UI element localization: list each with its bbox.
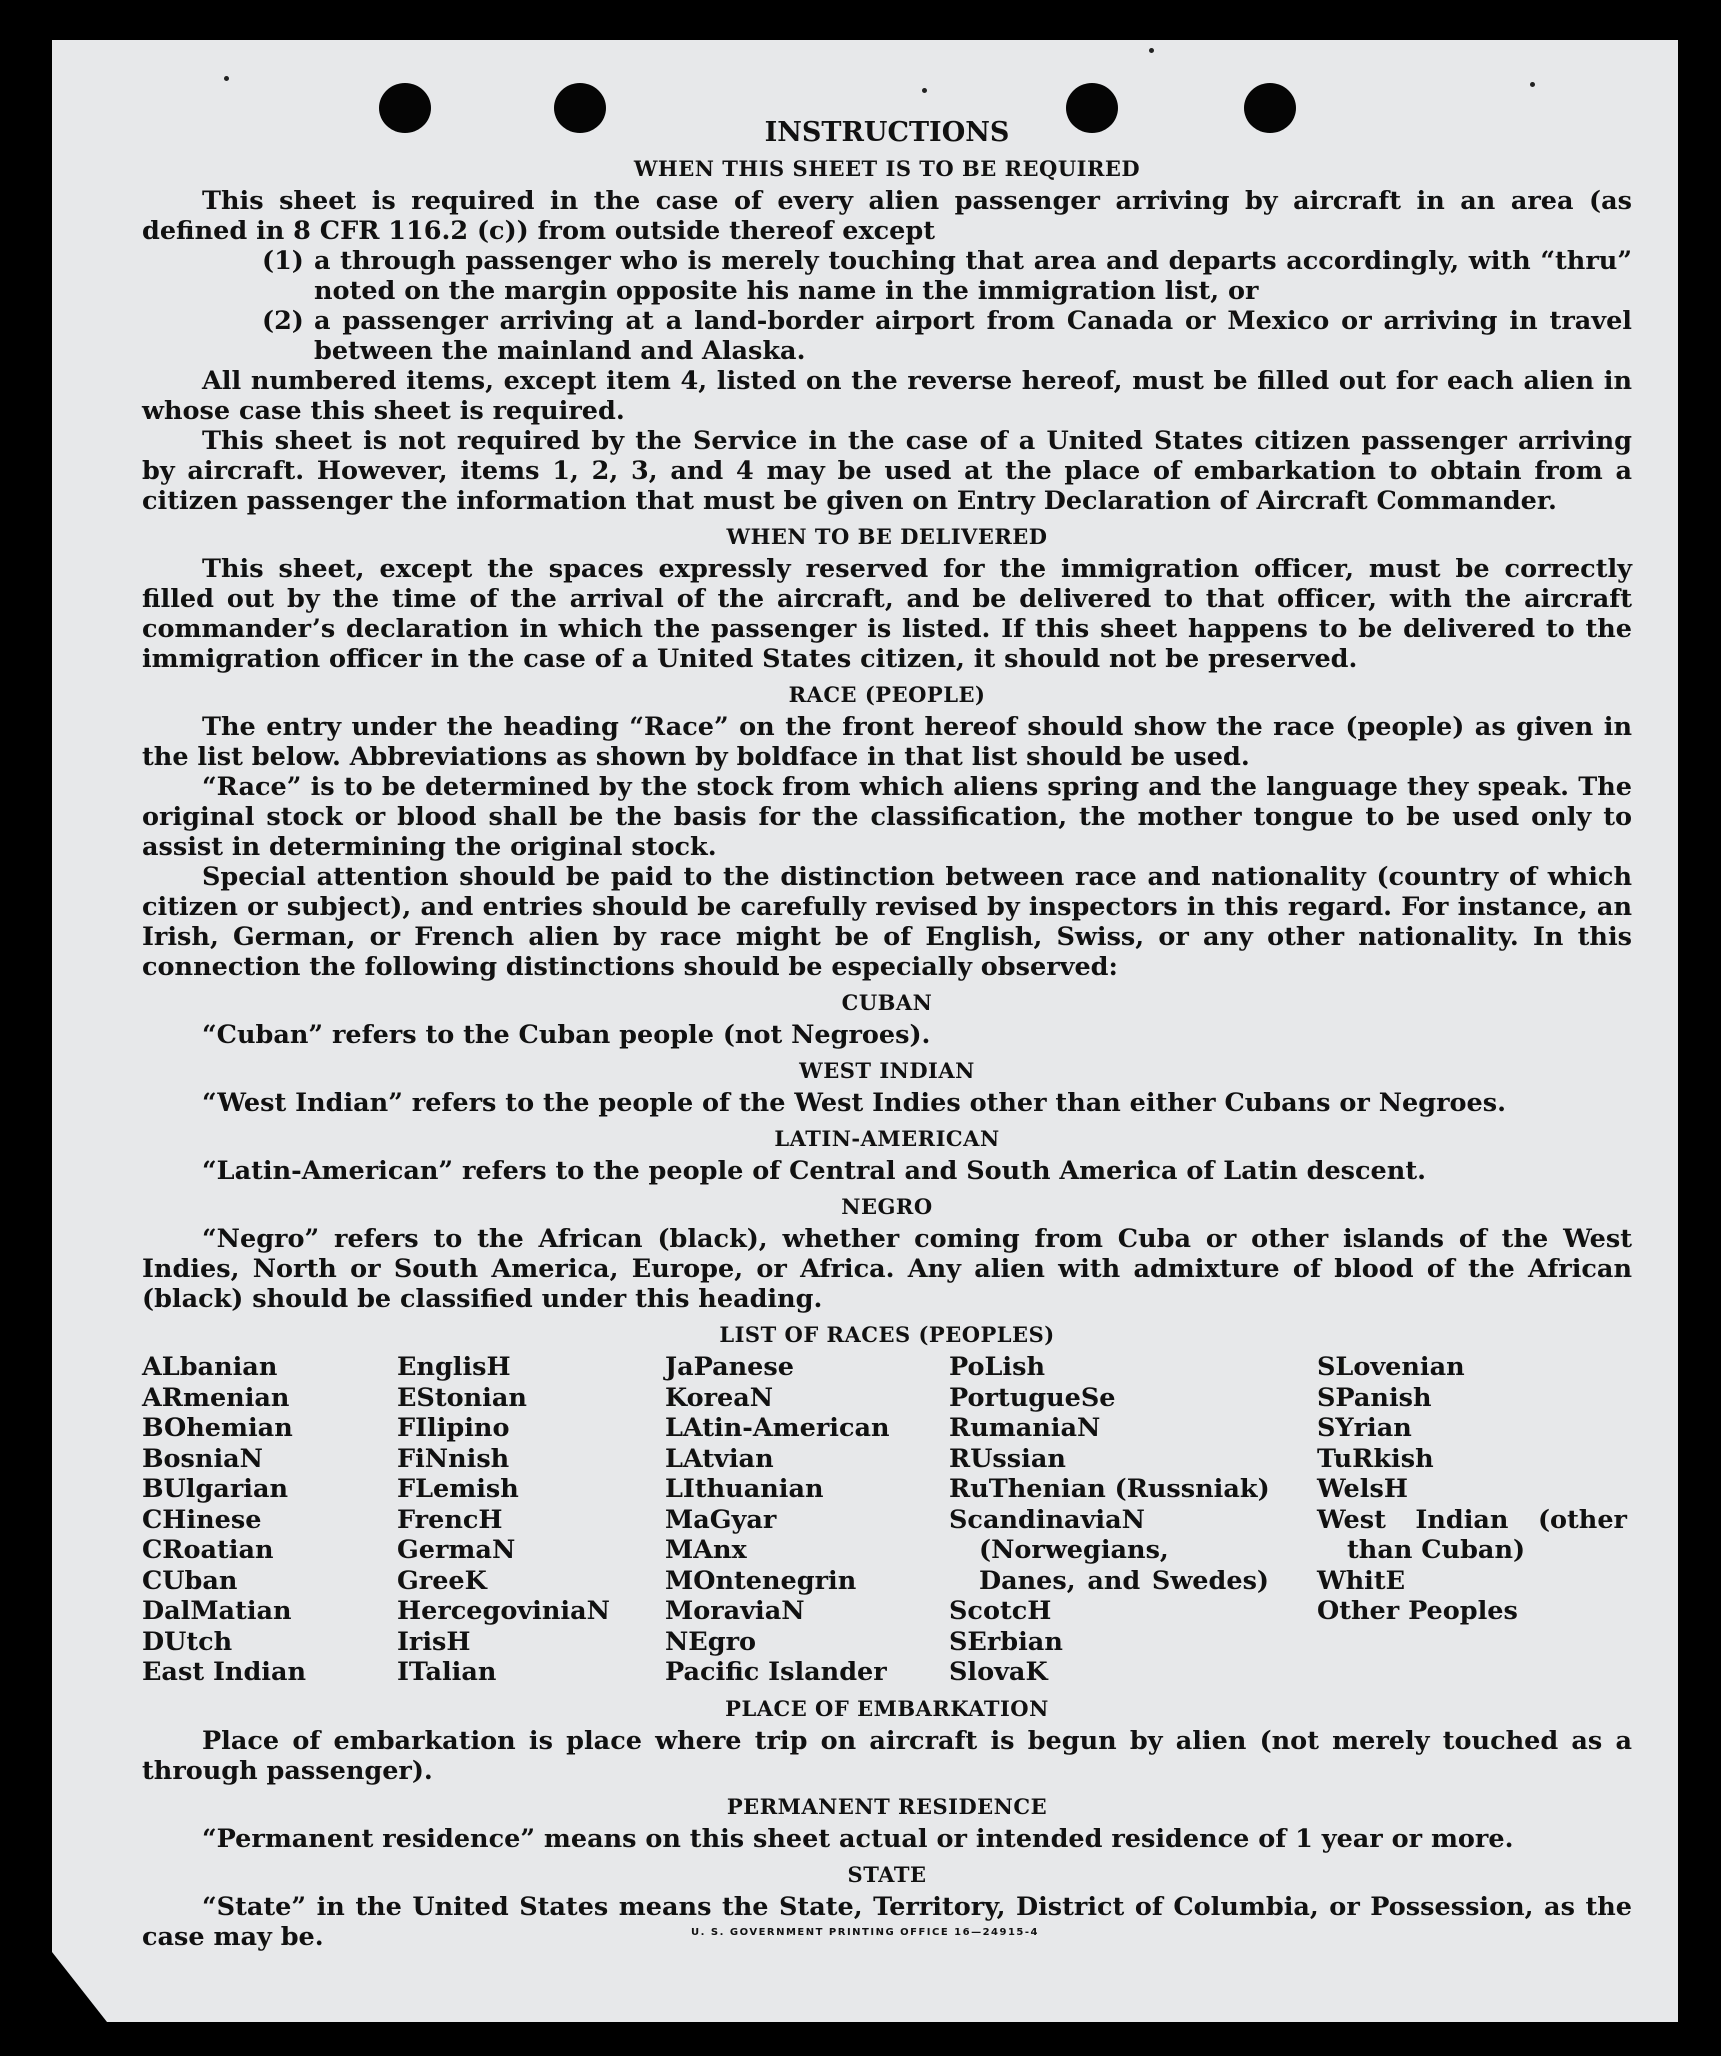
paragraph: This sheet is not required by the Service in the case of a United States citizen passenger arriving by aircraft. However, items 1, 2, 3, and 4 may be used at the place of embarkation to obtain from a citizen passenger the information that must be given on Entry Declaration of Aircraft Commander. <box>142 426 1632 516</box>
race-item: MoraviaN <box>665 1596 805 1626</box>
paragraph: All numbered items, except item 4, listed on the reverse hereof, must be filled out for each alien in whose case this sheet is required. <box>142 366 1632 426</box>
race-item: EnglisH <box>397 1352 511 1382</box>
speck <box>1149 48 1154 53</box>
race-item: SPanish <box>1317 1382 1432 1413</box>
enum-text: a through passenger who is merely touching that area and departs accordingly, with “thru” noted on the margin opposite his name in the immigration list, or <box>314 246 1632 306</box>
race-item: ARmenian <box>142 1382 290 1413</box>
page-title: INSTRUCTIONS <box>764 117 1010 148</box>
race-item: LAtvian <box>665 1443 774 1474</box>
race-item: GreeK <box>397 1565 487 1596</box>
paragraph: Special attention should be paid to the distinction between race and nationality (country of which citizen or subject), and entries should be carefully revised by inspectors in this regard. For instance, an Irish, German, or French alien by race might be of English, Swiss, or any other nationality. In this connection the following distinctions should be especially observed: <box>142 862 1632 982</box>
race-item: NEgro <box>665 1626 757 1657</box>
race-item: FrencH <box>397 1504 503 1535</box>
paragraph: “Negro” refers to the African (black), whether coming from Cuba or other islands of the West Indies, North or South America, Europe, or Africa. Any alien with admixture of blood of the African (black) should be classified under this heading. <box>142 1224 1632 1314</box>
race-item: LIthuanian <box>665 1474 824 1504</box>
race-item: JaPanese <box>665 1352 794 1382</box>
heading-west-indian: WEST INDIAN <box>799 1058 975 1083</box>
race-item: MOntenegrin <box>665 1565 857 1596</box>
race-item: ITalian <box>397 1657 497 1687</box>
heading-required: WHEN THIS SHEET IS TO BE REQUIRED <box>633 156 1141 181</box>
paragraph: This sheet is required in the case of every alien passenger arriving by aircraft in an area (as defined in 8 CFR 116.2 (c)) from outside thereof except <box>142 186 1632 246</box>
race-item: PoLish <box>949 1352 1046 1382</box>
race-item: RuThenian (Russniak) <box>949 1474 1270 1504</box>
heading-delivered: WHEN TO BE DELIVERED <box>726 524 1048 549</box>
race-item: FIlipino <box>397 1413 510 1443</box>
race-item: West Indian (other than Cuban) <box>1317 1504 1627 1565</box>
document-page <box>52 40 1678 2022</box>
paragraph: The entry under the heading “Race” on the front hereof should show the race (people) as given in the list below. Abbreviations as shown by boldface in that list should be used. <box>142 712 1632 772</box>
document-body <box>142 118 1632 1952</box>
race-item: ALbanian <box>142 1352 278 1382</box>
race-item: FiNnish <box>397 1443 510 1474</box>
races-column <box>665 1352 949 1688</box>
race-item: LAtin-American <box>665 1413 890 1443</box>
race-item: MAnx <box>665 1535 747 1565</box>
heading-race: RACE (PEOPLE) <box>788 682 986 707</box>
race-item: SLovenian <box>1317 1352 1465 1382</box>
races-column <box>1317 1352 1627 1688</box>
race-item: WelsH <box>1317 1474 1408 1504</box>
race-item: ScandinaviaN (Norwegians, Danes, and Swedes) <box>949 1504 1269 1596</box>
race-item: RumaniaN <box>949 1413 1101 1443</box>
race-item: KoreaN <box>665 1382 774 1413</box>
race-item: EStonian <box>397 1382 527 1413</box>
race-item: TuRkish <box>1317 1443 1434 1474</box>
heading-list-of-races: LIST OF RACES (PEOPLES) <box>719 1322 1055 1347</box>
race-item: DUtch <box>142 1626 233 1657</box>
races-column <box>397 1352 665 1688</box>
race-item: WhitE <box>1317 1565 1406 1596</box>
race-item: PortugueSe <box>949 1382 1116 1413</box>
races-list <box>142 1352 1632 1688</box>
paragraph: “State” in the United States means the State, Territory, District of Columbia, or Possession, as the case may be. <box>142 1891 1632 1952</box>
enum-item <box>142 246 1632 306</box>
folded-corner <box>52 1952 107 2022</box>
race-item: CRoatian <box>142 1535 274 1565</box>
heading-cuban: CUBAN <box>841 990 933 1015</box>
race-item: Pacific Islander <box>665 1657 887 1687</box>
paragraph: “Latin-American” refers to the people of Central and South America of Latin descent. <box>202 1156 1426 1186</box>
heading-embarkation: PLACE OF EMBARKATION <box>725 1695 1049 1721</box>
race-item: East Indian <box>142 1657 307 1687</box>
paragraph: “Cuban” refers to the Cuban people (not Negroes). <box>202 1020 931 1050</box>
heading-latin-american: LATIN-AMERICAN <box>774 1126 1000 1151</box>
races-column <box>949 1352 1317 1688</box>
heading-state: STATE <box>847 1861 927 1887</box>
enum-text: a passenger arriving at a land-border airport from Canada or Mexico or arriving in travel between the mainland and Alaska. <box>314 306 1632 366</box>
race-item: IrisH <box>397 1626 471 1657</box>
race-item: CHinese <box>142 1504 262 1535</box>
races-column <box>142 1352 397 1688</box>
paragraph: This sheet, except the spaces expressly reserved for the immigration officer, must be correctly filled out by the time of the arrival of the aircraft, and be delivered to that officer, with the aircraft commander’s declaration in which the passenger is listed. If this sheet happens to be delivered to the immigration officer in the case of a United States citizen, it should not be preserved. <box>142 554 1632 674</box>
race-item: FLemish <box>397 1474 519 1504</box>
speck <box>922 88 927 93</box>
race-item: BosniaN <box>142 1443 263 1474</box>
race-item: DalMatian <box>142 1596 292 1626</box>
race-item: SYrian <box>1317 1413 1412 1443</box>
race-item: RUssian <box>949 1443 1066 1474</box>
speck <box>224 76 229 81</box>
enum-number: (2) <box>262 306 304 336</box>
paragraph: “Race” is to be determined by the stock from which aliens spring and the language they speak. The original stock or blood shall be the basis for the classification, the mother tongue to be used only to assist in determining the original stock. <box>142 772 1632 862</box>
race-item: BUlgarian <box>142 1474 289 1504</box>
printer-footer: U. S. GOVERNMENT PRINTING OFFICE 16—24915-4 <box>691 1927 1039 1938</box>
paragraph: Place of embarkation is place where trip on aircraft is begun by alien (not merely touched as a through passenger). <box>142 1725 1632 1786</box>
enum-number: (1) <box>262 246 304 276</box>
heading-residence: PERMANENT RESIDENCE <box>726 1793 1048 1819</box>
race-item: BOhemian <box>142 1413 293 1443</box>
race-item: MaGyar <box>665 1504 777 1535</box>
race-item: HercegoviniaN <box>397 1596 610 1626</box>
speck <box>1530 82 1535 87</box>
race-item: CUban <box>142 1565 238 1596</box>
enum-item <box>142 306 1632 366</box>
race-item: ScotcH <box>949 1596 1052 1626</box>
race-item: GermaN <box>397 1535 516 1565</box>
race-item: SErbian <box>949 1626 1063 1657</box>
heading-negro: NEGRO <box>841 1194 933 1219</box>
race-item: SlovaK <box>949 1657 1048 1687</box>
paragraph: “Permanent residence” means on this sheet actual or intended residence of 1 year or more. <box>202 1823 1514 1854</box>
paragraph: “West Indian” refers to the people of the West Indies other than either Cubans or Negroes. <box>202 1088 1506 1118</box>
race-item: Other Peoples <box>1317 1596 1518 1626</box>
